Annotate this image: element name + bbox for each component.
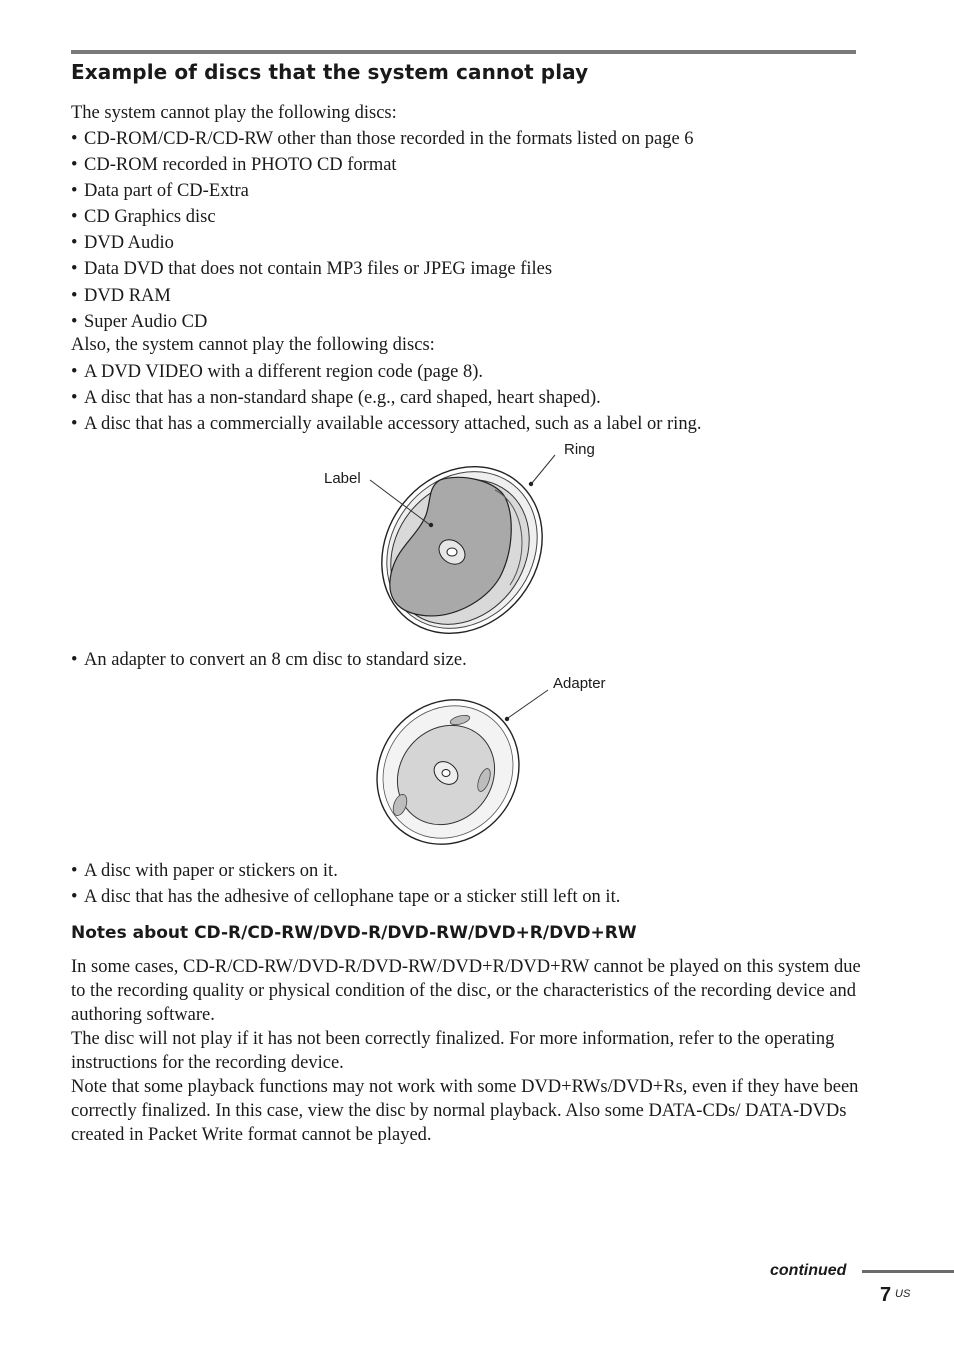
list-item-text: A disc with paper or stickers on it. (84, 861, 338, 881)
also-text: Also, the system cannot play the following discs: (71, 335, 435, 355)
list-item-text: Data part of CD-Extra (84, 181, 249, 201)
adapter-callout: Adapter (553, 675, 606, 692)
list-item-text: CD-ROM recorded in PHOTO CD format (84, 155, 397, 175)
list-item: • Data part of CD-Extra (71, 181, 249, 201)
list-item-text: An adapter to convert an 8 cm disc to standard size. (84, 650, 467, 670)
list-item: • Super Audio CD (71, 312, 208, 332)
list-item-text: A DVD VIDEO with a different region code (page 8). (84, 362, 484, 382)
intro-text: The system cannot play the following discs: (71, 103, 397, 123)
list-item: • A disc that has a commercially available accessory attached, such as a label or ring. (71, 414, 702, 434)
list-item-text: A disc that has the adhesive of cellophane tape or a sticker still left on it. (84, 887, 621, 907)
page-number: 7 (880, 1284, 892, 1306)
list-item: • Data DVD that does not contain MP3 files or JPEG image files (71, 259, 553, 279)
notes-paragraph: In some cases, CD-R/CD-RW/DVD-R/DVD-RW/DVD+R/DVD+RW cannot be played on this system due to the recording quality or physical condition of the disc, or the characteristics of the recording device and authoring software. (71, 957, 861, 1025)
ring-callout: Ring (564, 441, 595, 458)
continued-rule (862, 1270, 954, 1273)
list-item: • A disc with paper or stickers on it. (71, 861, 338, 881)
section-heading: Example of discs that the system cannot play (71, 60, 589, 84)
list-item-text: A disc that has a non-standard shape (e.g., card shaped, heart shaped). (84, 388, 601, 408)
list-item-text: DVD RAM (84, 286, 171, 306)
notes-heading: Notes about CD-R/CD-RW/DVD-R/DVD-RW/DVD+R/DVD+RW (71, 923, 637, 943)
list-item-text: Super Audio CD (84, 312, 208, 332)
notes-paragraph: Note that some playback functions may not work with some DVD+RWs/DVD+Rs, even if they have been correctly finalized. In this case, view the disc by normal playback. Also some DATA-CDs/ DATA-DVDs created in Packet Write format cannot be played. (71, 1077, 859, 1145)
notes-paragraph: The disc will not play if it has not been correctly finalized. For more information, refer to the operating instructions for the recording device. (71, 1029, 835, 1073)
list-item: • A DVD VIDEO with a different region code (page 8). (71, 362, 484, 382)
list-item: • CD-ROM recorded in PHOTO CD format (71, 155, 397, 175)
list-item: • CD Graphics disc (71, 207, 216, 227)
list-item-text: DVD Audio (84, 233, 174, 253)
section-rule (71, 50, 856, 54)
list-item-text: A disc that has a commercially available accessory attached, such as a label or ring. (84, 414, 702, 434)
list-item: • DVD RAM (71, 286, 171, 306)
disc-label-ring-illustration (300, 435, 620, 640)
list-item-text: CD-ROM/CD-R/CD-RW other than those recorded in the formats listed on page 6 (84, 129, 694, 149)
list-item: • CD-ROM/CD-R/CD-RW other than those recorded in the formats listed on page 6 (71, 129, 694, 149)
page-suffix: US (895, 1288, 911, 1300)
continued-label: continued (770, 1262, 847, 1279)
list-item: • A disc that has a non-standard shape (e.g., card shaped, heart shaped). (71, 388, 601, 408)
list-item: • A disc that has the adhesive of cellophane tape or a sticker still left on it. (71, 887, 621, 907)
list-item-text: CD Graphics disc (84, 207, 216, 227)
adapter-disc-illustration (360, 680, 620, 850)
list-item: • DVD Audio (71, 233, 174, 253)
list-item-text: Data DVD that does not contain MP3 files or JPEG image files (84, 259, 553, 279)
notes-body (71, 955, 861, 1147)
label-callout: Label (324, 470, 361, 487)
list-item: • An adapter to convert an 8 cm disc to standard size. (71, 650, 467, 670)
